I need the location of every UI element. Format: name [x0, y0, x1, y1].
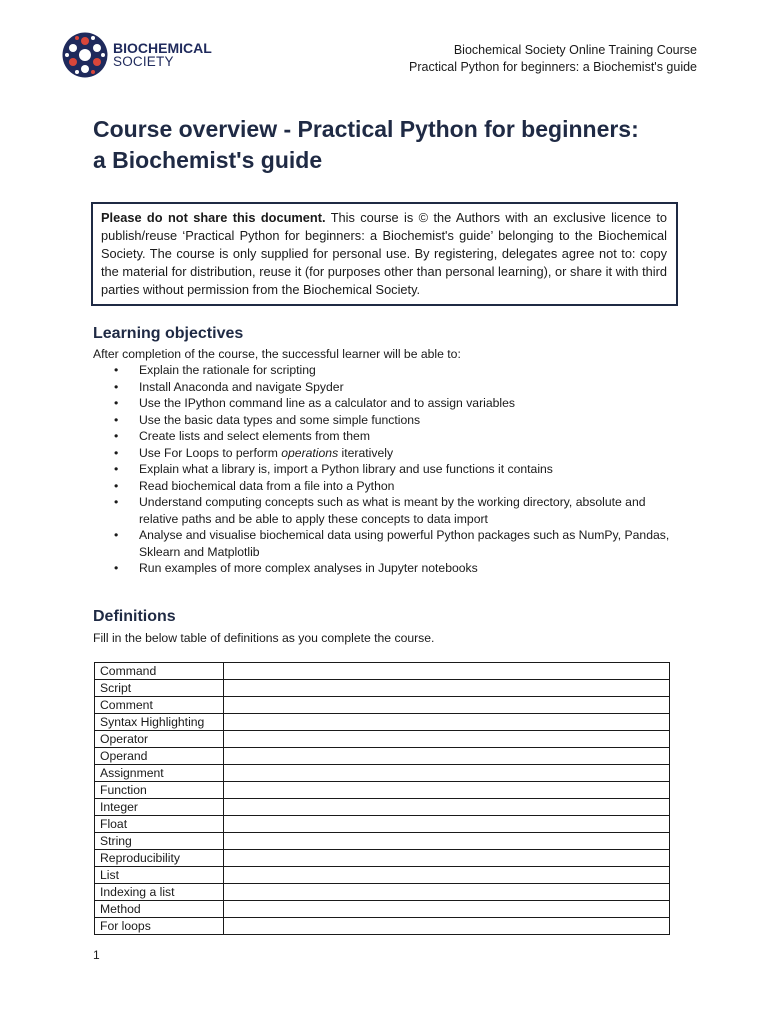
table-row	[95, 799, 670, 816]
definition-term: Indexing a list	[95, 884, 224, 901]
table-row	[95, 714, 670, 731]
definition-answer-cell[interactable]	[224, 782, 670, 799]
list-item: • Install Anaconda and navigate Spyder	[93, 379, 673, 396]
definition-term: Comment	[95, 697, 224, 714]
definition-term: Operand	[95, 748, 224, 765]
definitions-table-body	[95, 663, 670, 935]
header-title-line: Practical Python for beginners: a Biochemist's guide	[409, 60, 697, 74]
definition-answer-cell[interactable]	[224, 765, 670, 782]
table-row	[95, 782, 670, 799]
page-title-line-2: a Biochemist's guide	[93, 147, 323, 173]
definition-answer-cell[interactable]	[224, 901, 670, 918]
definition-term: Reproducibility	[95, 850, 224, 867]
notice-text: This course is © the Authors with an exclusive licence to publish/reuse ‘Practical Python for beginners: a Biochemist's guide’ belonging to the Biochemical Society. The course is only supplied for personal use. By registering, delegates agree not to: copy the material for distribution, reuse it (for purposes other than personal learning), or share it with third parties without permission from the Biochemical Society.	[101, 210, 668, 297]
table-row	[95, 918, 670, 935]
page-title	[93, 114, 703, 176]
table-row	[95, 850, 670, 867]
definition-answer-cell[interactable]	[224, 867, 670, 884]
definitions-table	[94, 662, 670, 935]
list-item: • Read biochemical data from a file into a Python	[93, 478, 673, 495]
table-row	[95, 697, 670, 714]
definition-term: Float	[95, 816, 224, 833]
notice-bold-lead: Please do not share this document.	[101, 210, 326, 225]
list-item: • Analyse and visualise biochemical data using powerful Python packages such as NumPy, Pandas, Sklearn and Matplotlib	[93, 527, 673, 560]
definition-term: Syntax Highlighting	[95, 714, 224, 731]
definition-answer-cell[interactable]	[224, 884, 670, 901]
copyright-notice-box	[91, 202, 678, 306]
list-item: • Use the IPython command line as a calculator and to assign variables	[93, 395, 673, 412]
definition-answer-cell[interactable]	[224, 816, 670, 833]
definition-term: List	[95, 867, 224, 884]
definition-answer-cell[interactable]	[224, 850, 670, 867]
table-row	[95, 765, 670, 782]
running-header	[409, 42, 697, 76]
list-item-text: iteratively	[338, 445, 394, 460]
learning-objectives-intro: After completion of the course, the successful learner will be able to:	[93, 347, 461, 361]
list-item: • Use the basic data types and some simple functions	[93, 412, 673, 429]
definition-answer-cell[interactable]	[224, 680, 670, 697]
definition-answer-cell[interactable]	[224, 799, 670, 816]
biochemical-society-logo	[62, 32, 212, 78]
definition-term: Command	[95, 663, 224, 680]
definition-term: For loops	[95, 918, 224, 935]
logo-line-2: SOCIETY	[113, 54, 174, 69]
logo-line-1: BIOCHEMICAL	[113, 40, 212, 56]
table-row	[95, 731, 670, 748]
table-row	[95, 816, 670, 833]
definition-term: String	[95, 833, 224, 850]
list-item: • Explain the rationale for scripting	[93, 362, 673, 379]
logo-wordmark	[113, 42, 212, 68]
table-row	[95, 867, 670, 884]
table-row	[95, 663, 670, 680]
page-number: 1	[93, 948, 100, 962]
definition-term: Integer	[95, 799, 224, 816]
definition-answer-cell[interactable]	[224, 731, 670, 748]
learning-objectives-heading: Learning objectives	[93, 325, 244, 342]
definition-answer-cell[interactable]	[224, 748, 670, 765]
definition-answer-cell[interactable]	[224, 918, 670, 935]
table-row	[95, 901, 670, 918]
definition-term: Operator	[95, 731, 224, 748]
list-item-text: Use For Loops to perform	[139, 445, 282, 460]
definition-answer-cell[interactable]	[224, 663, 670, 680]
page-title-line-1: Course overview - Practical Python for beginners:	[93, 116, 639, 142]
definition-term: Method	[95, 901, 224, 918]
list-item: • Run examples of more complex analyses in Jupyter notebooks	[93, 560, 673, 577]
table-row	[95, 680, 670, 697]
table-row	[95, 884, 670, 901]
definition-term: Function	[95, 782, 224, 799]
definition-term: Assignment	[95, 765, 224, 782]
list-item	[93, 445, 673, 462]
table-row	[95, 748, 670, 765]
definition-term: Script	[95, 680, 224, 697]
learning-objectives-list	[93, 362, 673, 577]
molecule-logo-icon	[62, 32, 108, 78]
list-item-emphasis: operations	[281, 445, 339, 460]
definitions-intro: Fill in the below table of definitions as you complete the course.	[93, 631, 435, 645]
definition-answer-cell[interactable]	[224, 714, 670, 731]
list-item: • Explain what a library is, import a Python library and use functions it contains	[93, 461, 673, 478]
list-item: • Create lists and select elements from them	[93, 428, 673, 445]
definitions-heading: Definitions	[93, 608, 176, 625]
definition-answer-cell[interactable]	[224, 833, 670, 850]
table-row	[95, 833, 670, 850]
definition-answer-cell[interactable]	[224, 697, 670, 714]
header-course-line: Biochemical Society Online Training Course	[453, 43, 697, 57]
list-item: • Understand computing concepts such as what is meant by the working directory, absolute and relative paths and be able to apply these concepts to data import	[93, 494, 673, 527]
